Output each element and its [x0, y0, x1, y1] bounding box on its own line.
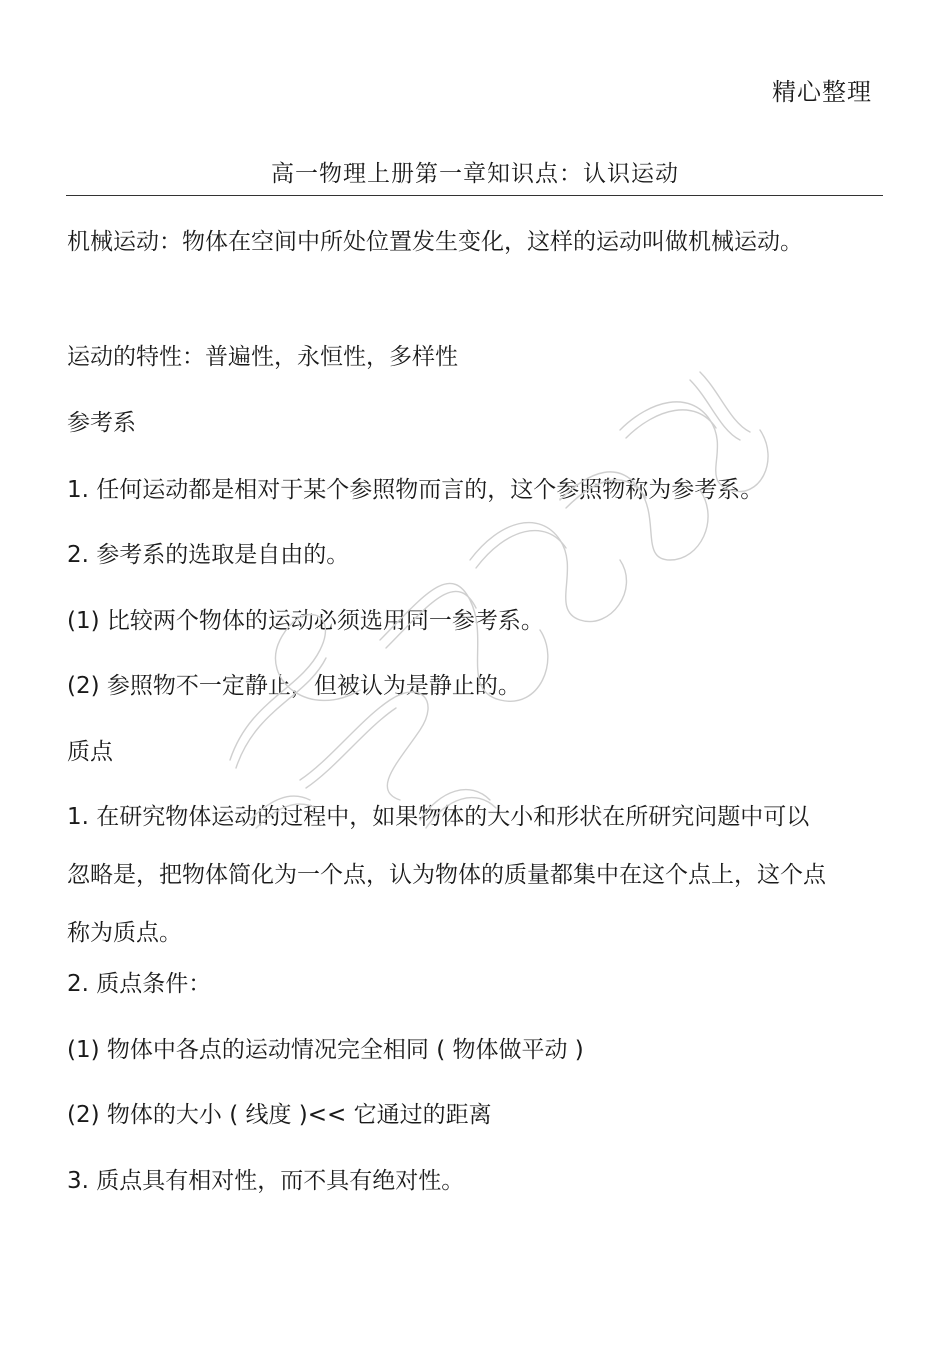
paragraph-particle-1: 1. 在研究物体运动的过程中，如果物体的大小和形状在所研究问题中可以忽略是，把物体简化为一个点，认为物体的质量都集中在这个点上，这个点称为质点。 — [67, 804, 826, 946]
paragraph-particle-2-2: (2) 物体的大小 ( 线度 )<< 它通过的距离 — [67, 1102, 492, 1128]
document-title: 高一物理上册第一章知识点：认识运动 — [271, 161, 679, 187]
title-divider — [66, 195, 883, 196]
section-heading-particle: 质点 — [67, 739, 113, 765]
paragraph-mechanical-motion: 机械运动：物体在空间中所处位置发生变化，这样的运动叫做机械运动。 — [67, 229, 803, 255]
header-mark: 精心整理 — [772, 78, 872, 106]
paragraph-particle-3: 3. 质点具有相对性，而不具有绝对性。 — [67, 1168, 465, 1194]
paragraph-particle-2: 2. 质点条件： — [67, 971, 212, 997]
paragraph-reference-1: 1. 任何运动都是相对于某个参照物而言的，这个参照物称为参考系。 — [67, 477, 764, 503]
paragraph-reference-2-2: (2) 参照物不一定静止，但被认为是静止的。 — [67, 673, 521, 699]
paragraph-motion-properties: 运动的特性：普遍性，永恒性，多样性 — [67, 344, 458, 370]
section-heading-reference-frame: 参考系 — [67, 410, 136, 436]
paragraph-reference-2-1: (1) 比较两个物体的运动必须选用同一参考系。 — [67, 608, 544, 634]
paragraph-reference-2: 2. 参考系的选取是自由的。 — [67, 542, 350, 568]
paragraph-particle-2-1: (1) 物体中各点的运动情况完全相同 ( 物体做平动 ) — [67, 1037, 584, 1063]
